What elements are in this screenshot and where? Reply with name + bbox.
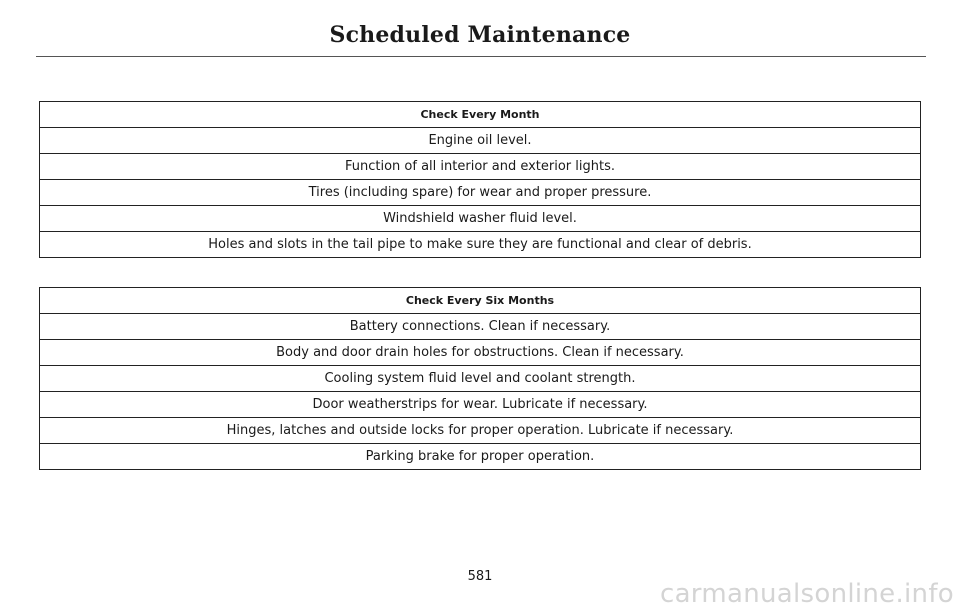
table-cell: Hinges, latches and outside locks for proper operation. Lubricate if necessary.	[40, 418, 921, 444]
table-header-row	[40, 288, 921, 314]
table-row	[40, 392, 921, 418]
page-title: Scheduled Maintenance	[329, 22, 631, 48]
six-month-check-table	[39, 287, 921, 470]
table-row	[40, 232, 921, 258]
table-row	[40, 314, 921, 340]
table-header: Check Every Month	[40, 102, 921, 128]
table-header-row	[40, 102, 921, 128]
monthly-check-table	[39, 101, 921, 258]
site-watermark: carmanualsonline.info	[659, 579, 954, 609]
table-cell: Tires (including spare) for wear and proper pressure.	[40, 180, 921, 206]
table-row	[40, 154, 921, 180]
table-cell: Door weatherstrips for wear. Lubricate if necessary.	[40, 392, 921, 418]
table-cell: Function of all interior and exterior lights.	[40, 154, 921, 180]
table-cell: Windshield washer fluid level.	[40, 206, 921, 232]
table-row	[40, 180, 921, 206]
table-row	[40, 418, 921, 444]
table-cell: Engine oil level.	[40, 128, 921, 154]
table-row	[40, 444, 921, 470]
table-row	[40, 366, 921, 392]
table-header: Check Every Six Months	[40, 288, 921, 314]
table-row	[40, 340, 921, 366]
table-cell: Battery connections. Clean if necessary.	[40, 314, 921, 340]
table-cell: Body and door drain holes for obstructions. Clean if necessary.	[40, 340, 921, 366]
title-divider	[36, 56, 926, 57]
table-cell: Cooling system fluid level and coolant strength.	[40, 366, 921, 392]
table-row	[40, 206, 921, 232]
table-cell: Parking brake for proper operation.	[40, 444, 921, 470]
table-cell: Holes and slots in the tail pipe to make sure they are functional and clear of debris.	[40, 232, 921, 258]
table-row	[40, 128, 921, 154]
page-number: 581	[467, 569, 493, 584]
